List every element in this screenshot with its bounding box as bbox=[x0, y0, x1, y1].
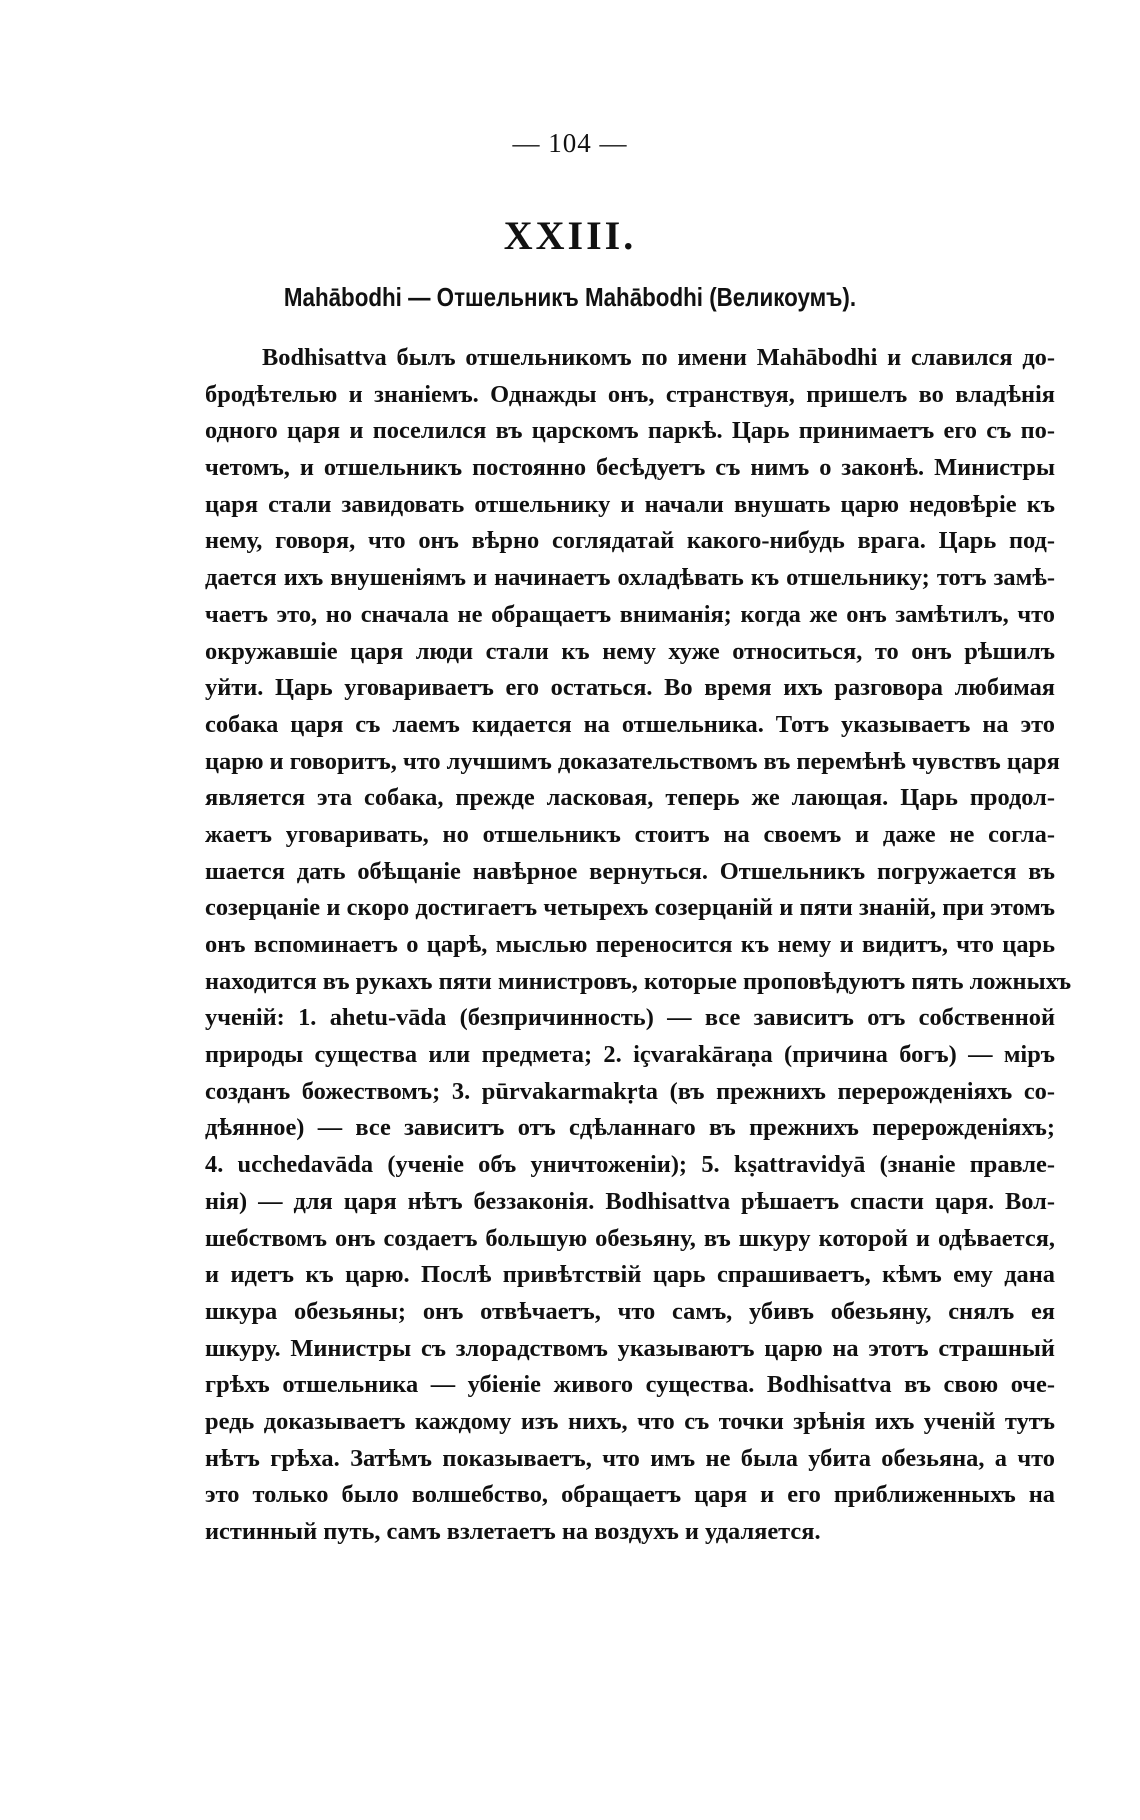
text-line: нему, говоря, что онъ вѣрно соглядатай какого-нибудь врага. Царь под- bbox=[205, 527, 1055, 555]
text-line: созданъ божествомъ; 3. pūrvakarmakṛta (въ прежнихъ перерожденіяхъ со- bbox=[205, 1077, 1055, 1105]
text-line: истинный путь, самъ взлетаетъ на воздухъ и удаляется. bbox=[205, 1518, 821, 1545]
text-line: природы существа или предмета; 2. içvarakāraṇa (причина богъ) — міръ bbox=[205, 1041, 1055, 1069]
text-line: грѣхъ отшельника — убіеніе живого существа. Bodhisattva въ свою оче- bbox=[205, 1371, 1055, 1399]
text-line: Bodhisattva былъ отшельникомъ по имени Mahābodhi и славился до- bbox=[262, 344, 1055, 371]
text-line: является эта собака, прежде ласковая, теперь же лающая. Царь продол- bbox=[205, 784, 1055, 812]
text-line: чаетъ это, но сначала не обращаетъ вниманія; когда же онъ замѣтилъ, что bbox=[205, 600, 1055, 628]
text-line: четомъ, и отшельникъ постоянно бесѣдуетъ съ нимъ о законѣ. Министры bbox=[205, 454, 1055, 482]
text-line: редь доказываетъ каждому изъ нихъ, что съ точки зрѣнія ихъ ученій тутъ bbox=[205, 1407, 1055, 1435]
text-line: нія) — для царя нѣтъ беззаконія. Bodhisattva рѣшаетъ спасти царя. Вол- bbox=[205, 1187, 1055, 1215]
chapter-title: Mahābodhi — Отшельникъ Mahābodhi (Великоумъ). bbox=[283, 282, 857, 312]
text-line: нѣтъ грѣха. Затѣмъ показываетъ, что имъ не была убита обезьяна, а что bbox=[205, 1444, 1055, 1472]
chapter-number: XXIII. bbox=[503, 213, 637, 258]
text-line: созерцаніе и скоро достигаетъ четырехъ созерцаній и пяти знаній, при этомъ bbox=[205, 894, 1055, 922]
text-line: царя стали завидовать отшельнику и начали внушать царю недовѣріе къ bbox=[205, 490, 1055, 518]
text-line: это только было волшебство, обращаетъ царя и его приближенныхъ на bbox=[205, 1481, 1055, 1509]
text-line: шебствомъ онъ создаетъ большую обезьяну, въ шкуру которой и одѣвается, bbox=[205, 1224, 1055, 1252]
text-line: шкура обезьяны; онъ отвѣчаетъ, что самъ, убивъ обезьяну, снялъ ея bbox=[205, 1297, 1055, 1325]
text-line: онъ вспоминаетъ о царѣ, мыслью переносится къ нему и видитъ, что царь bbox=[205, 931, 1055, 958]
text-line: собака царя съ лаемъ кидается на отшельника. Тотъ указываетъ на это bbox=[205, 710, 1055, 738]
text-line: дѣянное) — все зависитъ отъ сдѣланнаго въ прежнихъ перерожденіяхъ; bbox=[205, 1114, 1055, 1142]
text-line: дается ихъ внушеніямъ и начинаетъ охладѣвать къ отшельнику; тотъ замѣ- bbox=[205, 564, 1055, 592]
text-line: и идетъ къ царю. Послѣ привѣтствій царь спрашиваетъ, кѣмъ ему дана bbox=[205, 1261, 1055, 1289]
text-line: царю и говоритъ, что лучшимъ доказательствомъ въ перемѣнѣ чувствъ царя bbox=[205, 747, 1060, 775]
text-line: одного царя и поселился въ царскомъ паркѣ. Царь принимаетъ его съ по- bbox=[205, 417, 1055, 445]
text-line: жаетъ уговаривать, но отшельникъ стоитъ на своемъ и даже не согла- bbox=[205, 820, 1055, 848]
text-line: 4. ucchedavāda (ученіе объ уничтоженіи); 5. kṣattravidyā (знаніе правле- bbox=[205, 1151, 1055, 1179]
text-line: шается дать обѣщаніе навѣрное вернуться. Отшельникъ погружается въ bbox=[205, 857, 1055, 885]
body-text bbox=[205, 340, 1072, 1551]
text-line: бродѣтелью и знаніемъ. Однажды онъ, странствуя, пришелъ во владѣнія bbox=[205, 380, 1055, 408]
text-line: шкуру. Министры съ злорадствомъ указываютъ царю на этотъ страшный bbox=[205, 1334, 1055, 1362]
page-number: — 104 — bbox=[512, 128, 628, 158]
text-line: находится въ рукахъ пяти министровъ, которые проповѣдуютъ пять ложныхъ bbox=[205, 967, 1072, 995]
text-line: ученій: 1. ahetu-vāda (безпричинность) — все зависитъ отъ собственной bbox=[205, 1004, 1055, 1032]
text-line: окружавшіе царя люди стали къ нему хуже относиться, то онъ рѣшилъ bbox=[205, 637, 1055, 665]
text-line: уйти. Царь уговариваетъ его остаться. Во время ихъ разговора любимая bbox=[205, 674, 1055, 702]
